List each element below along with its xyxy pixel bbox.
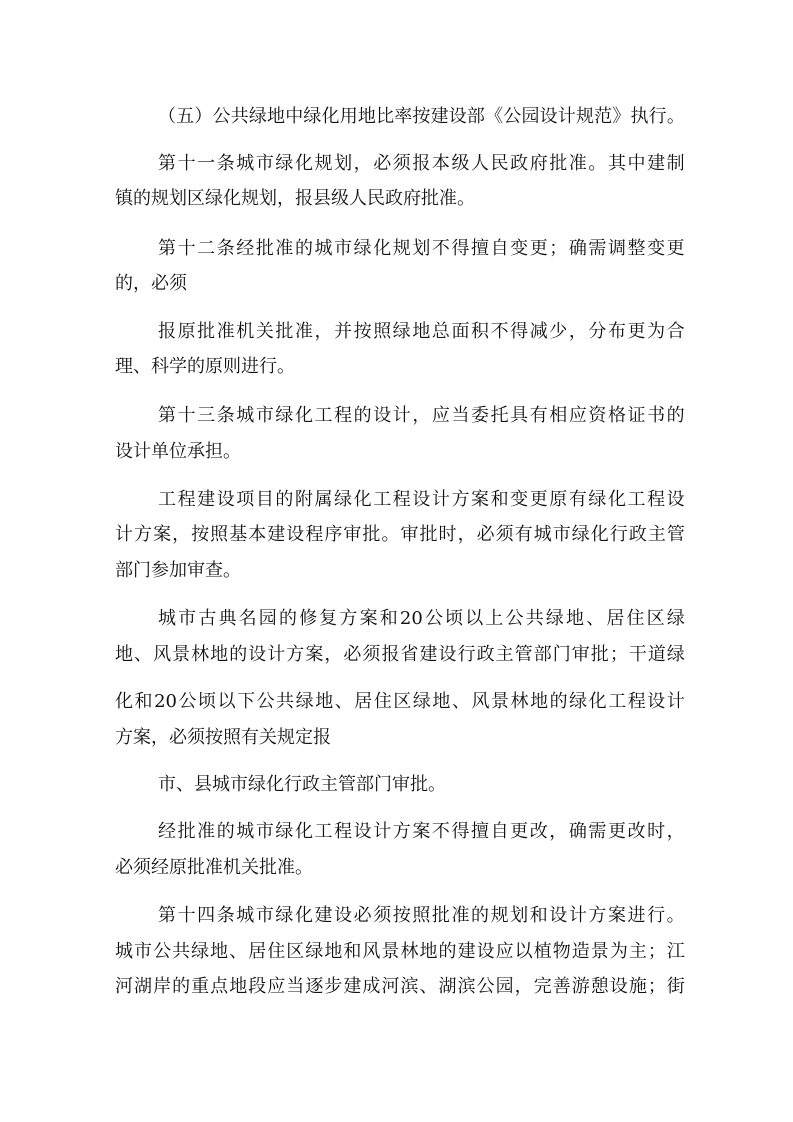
text-line: 化 和 20 公 顷 以 下 公 共 绿 地 、 居 住 区 绿 地 、 风 景 林 地 的 绿 化 工 程 设 计: [115, 691, 685, 712]
text-line: 经 批 准 的 城 市 绿 化 工 程 设 计 方 案 不 得 擅 自 更 改 ， 确 需 更 改 时 ，: [158, 821, 685, 842]
text-line: 必须经原批准机关批准。: [115, 857, 313, 878]
text-line: 第 十 四 条 城 市 绿 化 建 设 必 须 按 照 批 准 的 规 划 和 设 计 方 案 进 行 。: [158, 905, 685, 926]
text-line: 方案，必须按照有关规定报: [115, 727, 331, 748]
text-line: 设计单位承担。: [115, 441, 241, 462]
text-line: 的，必须: [115, 273, 187, 294]
text-line: 第 十 三 条 城 市 绿 化 工 程 的 设 计 ， 应 当 委 托 具 有 相 应 资 格 证 书 的: [158, 405, 685, 426]
text-line: 报 原 批 准 机 关 批 准 ， 并 按 照 绿 地 总 面 积 不 得 减 少 ， 分 布 更 为 合: [158, 321, 685, 342]
text-line: 市、县城市绿化行政主管部门审批。: [158, 774, 446, 795]
text-line: 理、科学的原则进行。: [115, 356, 295, 377]
text-line: 第 十 二 条 经 批 准 的 城 市 绿 化 规 划 不 得 擅 自 变 更 ； 确 需 调 整 变 更: [158, 238, 685, 259]
text-line: 镇的规划区绿化规划，报县级人民政府批准。: [115, 188, 475, 209]
text-line: 河 湖 岸 的 重 点 地 段 应 当 逐 步 建 成 河 滨 、 湖 滨 公 园 ， 完 善 游 憩 设 施 ； 街: [115, 976, 685, 997]
text-line: 地 、 风 景 林 地 的 设 计 方 案 ， 必 须 报 省 建 设 行 政 主 管 部 门 审 批 ； 干 道 绿: [115, 644, 685, 665]
text-line: 工 程 建 设 项 目 的 附 属 绿 化 工 程 设 计 方 案 和 变 更 原 有 绿 化 工 程 设: [158, 489, 685, 510]
text-line: （ 五 ） 公 共 绿 地 中 绿 化 用 地 比 率 按 建 设 部 《 公 园 设 计 规 范 》 执 行 。: [158, 106, 685, 127]
text-line: 城 市 公 共 绿 地 、 居 住 区 绿 地 和 风 景 林 地 的 建 设 应 以 植 物 造 景 为 主 ； 江: [115, 941, 685, 962]
text-line: 第 十 一 条 城 市 绿 化 规 划 ， 必 须 报 本 级 人 民 政 府 批 准 。 其 中 建 制: [158, 153, 685, 174]
text-line: 城 市 古 典 名 园 的 修 复 方 案 和 20 公 顷 以 上 公 共 绿 地 、 居 住 区 绿: [158, 608, 685, 629]
text-line: 计 方 案 ， 按 照 基 本 建 设 程 序 审 批 。 审 批 时 ， 必 须 有 城 市 绿 化 行 政 主 管: [115, 524, 685, 545]
text-line: 部门参加审查。: [115, 560, 241, 581]
